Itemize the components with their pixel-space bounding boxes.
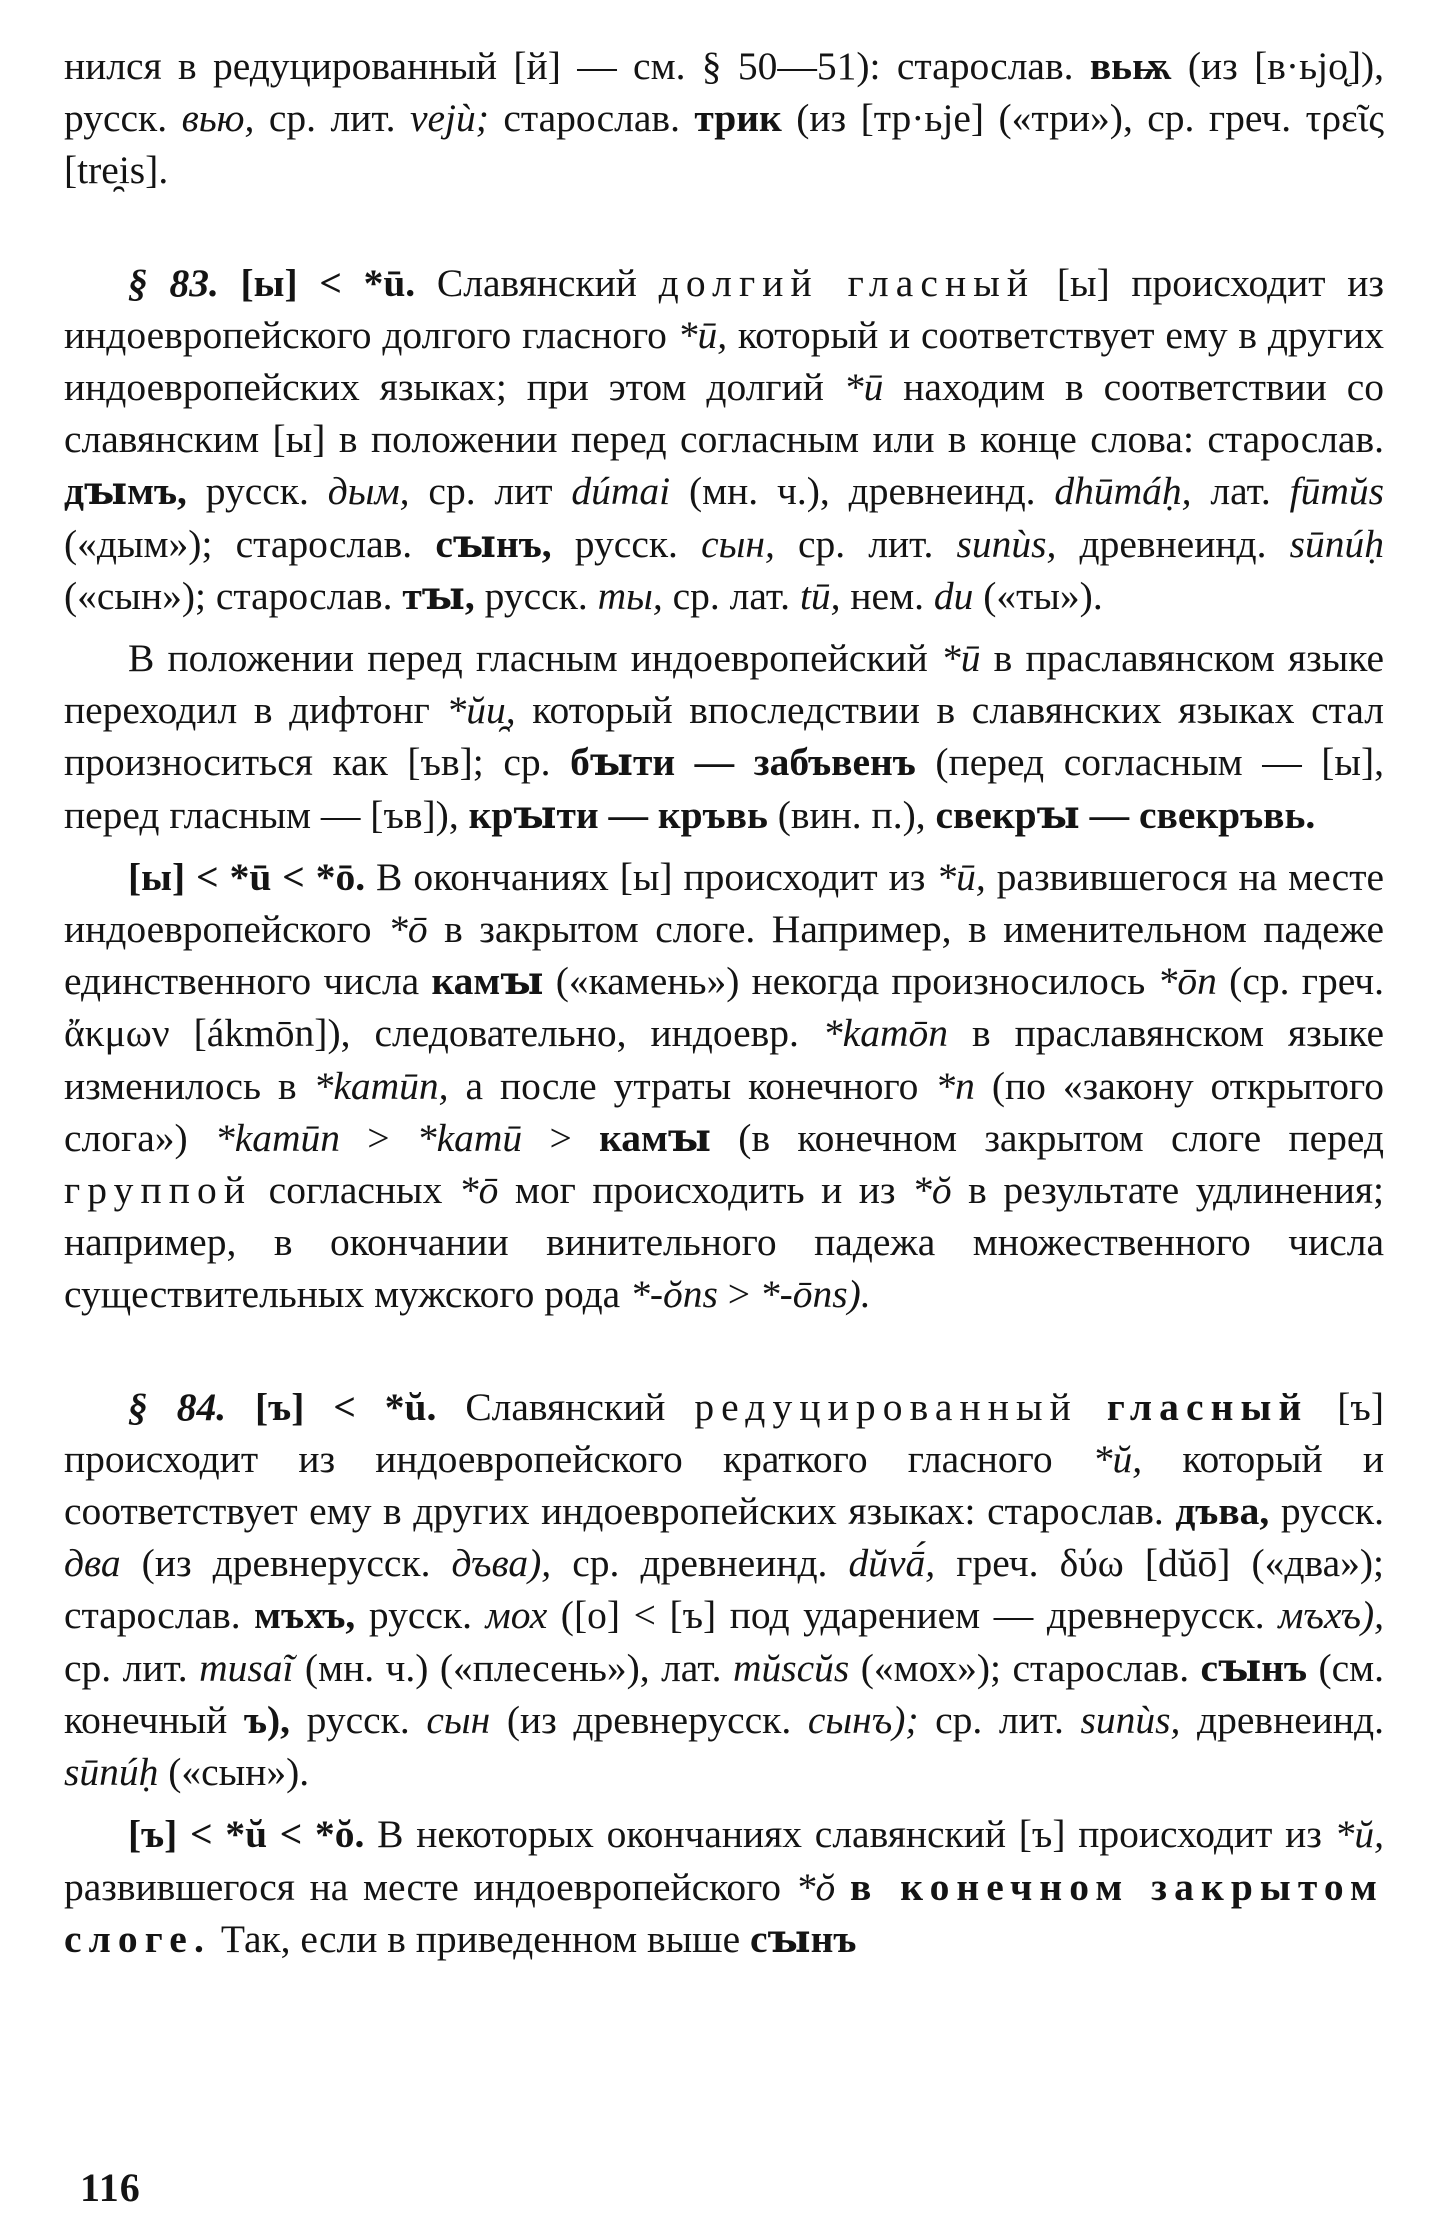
text: греч. δύω [dŭō] («два»); старослав. (64, 1541, 1384, 1638)
text: находим в соответствии со славянским [ы] в положении перед согласным или в конце слова: старослав. (64, 365, 1384, 462)
text: Так, если в приведенном выше (210, 1916, 750, 1961)
text: (ср. греч. ἄκμων [ákmōn]), следовательно, индоевр. (64, 959, 1385, 1056)
text: а после утраты конечного (448, 1063, 936, 1108)
text: (из древнерусск. (120, 1541, 452, 1586)
italic-word: musaĩ (199, 1645, 294, 1690)
text: русск. (551, 521, 702, 566)
section-heading: [ъ] < *ŭ. (255, 1384, 437, 1429)
text: В окончаниях [ы] происходит из (365, 854, 937, 899)
text: Славянский (415, 260, 659, 305)
italic-word: дъва), (451, 1541, 552, 1586)
page-text (64, 40, 1384, 1965)
text: («ты»). (973, 573, 1103, 618)
italic-word: tū, (799, 573, 841, 618)
italic-word: *ŏ (912, 1168, 952, 1213)
text: (из [в·ьјо̨]), русск. (64, 44, 1384, 141)
old-slavonic-word: вьѭ (1089, 44, 1172, 88)
text: который впоследствии в славянских языках стал произноситься как [ъв]; ср. (64, 688, 1384, 785)
text: В положении перед гласным индоевропейский (128, 636, 941, 681)
text: (из [тр·ьје] («три»), ср. греч. τρεῖς [tre̯is]. (64, 96, 1385, 193)
text: который и соответствует ему в других индоевропейских языках: старослав. (64, 1436, 1384, 1534)
text: в закрытом слоге. Например, в именительном падеже единственного числа (64, 907, 1384, 1004)
text: русск. (186, 469, 328, 514)
italic-word: sūnúḥ (1289, 521, 1384, 566)
text: В некоторых окончаниях славянский [ъ] происходит из (364, 1812, 1335, 1857)
spaced-term: группой (64, 1168, 253, 1213)
italic-word: *ŭu̯, (446, 688, 516, 733)
italic-word: sūnúḥ (64, 1750, 159, 1795)
italic-word: *-ōns). (759, 1272, 871, 1317)
old-slavonic-word: крꙑти — кръвь (468, 792, 768, 837)
text: ср. лит. (64, 1645, 200, 1690)
old-slavonic-word: тꙑ, (402, 573, 475, 618)
text: ср. древнеинд. (551, 1541, 849, 1586)
spaced-term: редуцированный (694, 1384, 1078, 1429)
section-heading: [ы] < *ū. (240, 260, 416, 305)
spaced-term: долгий гласный (658, 260, 1036, 305)
old-slavonic-word: бꙑти — забъвенъ (570, 740, 916, 785)
italic-word: *kamū (416, 1115, 523, 1160)
text: (по «закону открытого слога») (64, 1063, 1384, 1160)
text (835, 1865, 850, 1909)
text: ср. лат. (662, 573, 800, 618)
text: (мн. ч.), древнеинд. (670, 469, 1055, 514)
text: («дым»); старослав. (64, 521, 436, 566)
italic-word: sunùs, (956, 521, 1057, 566)
italic-word: *ū (843, 365, 884, 410)
old-slavonic-word: сꙑнъ (749, 1916, 857, 1961)
text: ср. лит. (774, 521, 957, 566)
italic-word: dúmai (571, 469, 671, 514)
text: древнеинд. (1056, 521, 1290, 566)
text: ([о] < [ъ] под ударением — древнерусск. (547, 1593, 1279, 1638)
italic-word: сынъ); (807, 1697, 919, 1742)
italic-word: *kamūn (214, 1115, 340, 1160)
spaced-term: в конечном закрытом слоге. (64, 1864, 1384, 1961)
italic-word: vejù; (409, 96, 489, 141)
italic-word: ты, (597, 573, 663, 618)
italic-word: dŭvā́, (848, 1541, 936, 1586)
text: в результате удлинения; например, в окончании винительного падежа множественного числа существительных мужского рода (64, 1168, 1384, 1317)
italic-word: мох (485, 1593, 548, 1638)
text: русск. (290, 1697, 427, 1742)
italic-word: *ŭ, (1092, 1436, 1143, 1481)
old-slavonic-word: сꙑнъ, (435, 521, 552, 566)
paragraph-heading: [ы] < *ū < *ō. (128, 854, 366, 899)
old-slavonic-word: трик (694, 96, 782, 141)
italic-word: *ō (388, 907, 428, 952)
text: древнеинд. (1180, 1697, 1384, 1742)
italic-word: *ŭ, (1334, 1812, 1384, 1857)
text: русск. (1269, 1489, 1385, 1534)
text: («мох»); старослав. (849, 1645, 1201, 1690)
old-slavonic-word: камꙑ (599, 1115, 712, 1160)
italic-word: *ū, (936, 854, 986, 899)
old-slavonic-word: ъ), (243, 1697, 290, 1742)
italic-word: *ŏ (795, 1864, 836, 1909)
text: старослав. (488, 96, 695, 141)
old-slavonic-word: камꙑ (431, 959, 544, 1004)
paragraph-continuation (64, 40, 1384, 197)
old-slavonic-word: мъхъ, (254, 1593, 356, 1638)
text: [ъ] происходит из индоевропейского краткого гласного (64, 1384, 1385, 1481)
paragraph-reduced-ending (64, 1808, 1384, 1965)
italic-word: дым, (327, 469, 410, 514)
italic-word: мъхъ), (1278, 1593, 1385, 1638)
italic-word: du (933, 573, 974, 618)
italic-word: *ō (458, 1168, 499, 1213)
text: [ы] происходит из индоевропейского долгого гласного (64, 260, 1385, 357)
text: («сын»). (158, 1750, 310, 1795)
text (1078, 1385, 1107, 1429)
text: (перед согласным — [ы], перед гласным — [ъв]), (64, 740, 1384, 837)
text: в праславянском языке изменилось в (64, 1011, 1384, 1108)
section-number: § 84. (128, 1384, 227, 1429)
text: русск. (474, 573, 598, 618)
text: (из древнерусск. (490, 1697, 808, 1742)
text: лат. (1191, 469, 1290, 514)
text: («камень») некогда произносилось (543, 959, 1158, 1004)
text: русск. (355, 1593, 486, 1638)
italic-word: fūmŭs (1289, 469, 1385, 514)
italic-word: *ū, (677, 312, 728, 357)
section-83-paragraph (64, 257, 1384, 622)
text: (мн. ч.) («плесень»), лат. (293, 1645, 733, 1690)
text: > (522, 1115, 600, 1160)
paragraph-heading: [ъ] < *ŭ < *ŏ. (128, 1812, 365, 1857)
italic-word: *ū (940, 636, 981, 681)
text: ср. лит (409, 469, 572, 514)
italic-word: *ōn (1157, 959, 1217, 1004)
text: развившегося на месте индоевропейского (64, 1864, 796, 1909)
text: который и соответствует ему в других индоевропейских языках; при этом долгий (64, 312, 1384, 410)
text: > (717, 1272, 760, 1317)
italic-word: dhūmáḥ, (1054, 469, 1192, 514)
text: нем. (840, 573, 934, 618)
text: (вин. п.), (767, 792, 936, 837)
text: в праславянском языке переходил в дифтонг (64, 636, 1385, 733)
old-slavonic-word: свекрꙑ — свекръвь. (935, 792, 1316, 837)
text: > (340, 1115, 417, 1160)
text: согласных (252, 1168, 459, 1213)
italic-word: mŭscŭs (732, 1645, 850, 1690)
text: Славянский (436, 1384, 695, 1429)
section-84-paragraph (64, 1381, 1384, 1799)
italic-word: два (64, 1541, 121, 1586)
text: (см. конечный (64, 1645, 1384, 1742)
italic-word: *n (935, 1063, 975, 1108)
italic-word: вью, (181, 96, 255, 141)
italic-word: *kamūn, (313, 1063, 449, 1108)
old-slavonic-word: дъва, (1175, 1489, 1270, 1534)
text: ср. лит. (254, 96, 410, 141)
spaced-term: гласный (1106, 1384, 1309, 1429)
italic-word: *-ŏns (630, 1272, 718, 1317)
paragraph-diphthong (64, 632, 1384, 841)
text: развившегося на месте индоевропейского (64, 854, 1385, 952)
text: (в конечном закрытом слоге перед (711, 1115, 1385, 1160)
page-number: 116 (80, 2165, 141, 2210)
italic-word: сын (426, 1697, 491, 1742)
text: («сын»); старослав. (64, 573, 403, 618)
text: нился в редуцированный [й] — см. § 50—51): старослав. (64, 44, 1090, 88)
section-number: § 83. (128, 260, 219, 305)
text: мог происходить и из (498, 1168, 913, 1213)
old-slavonic-word: дꙑмъ, (64, 469, 187, 514)
italic-word: сын, (701, 521, 775, 566)
italic-word: sunùs, (1080, 1697, 1181, 1742)
old-slavonic-word: сꙑнъ (1200, 1645, 1307, 1690)
paragraph-endings (64, 851, 1384, 1321)
text: ср. лит. (918, 1697, 1081, 1742)
italic-word: *kamōn (822, 1011, 948, 1056)
